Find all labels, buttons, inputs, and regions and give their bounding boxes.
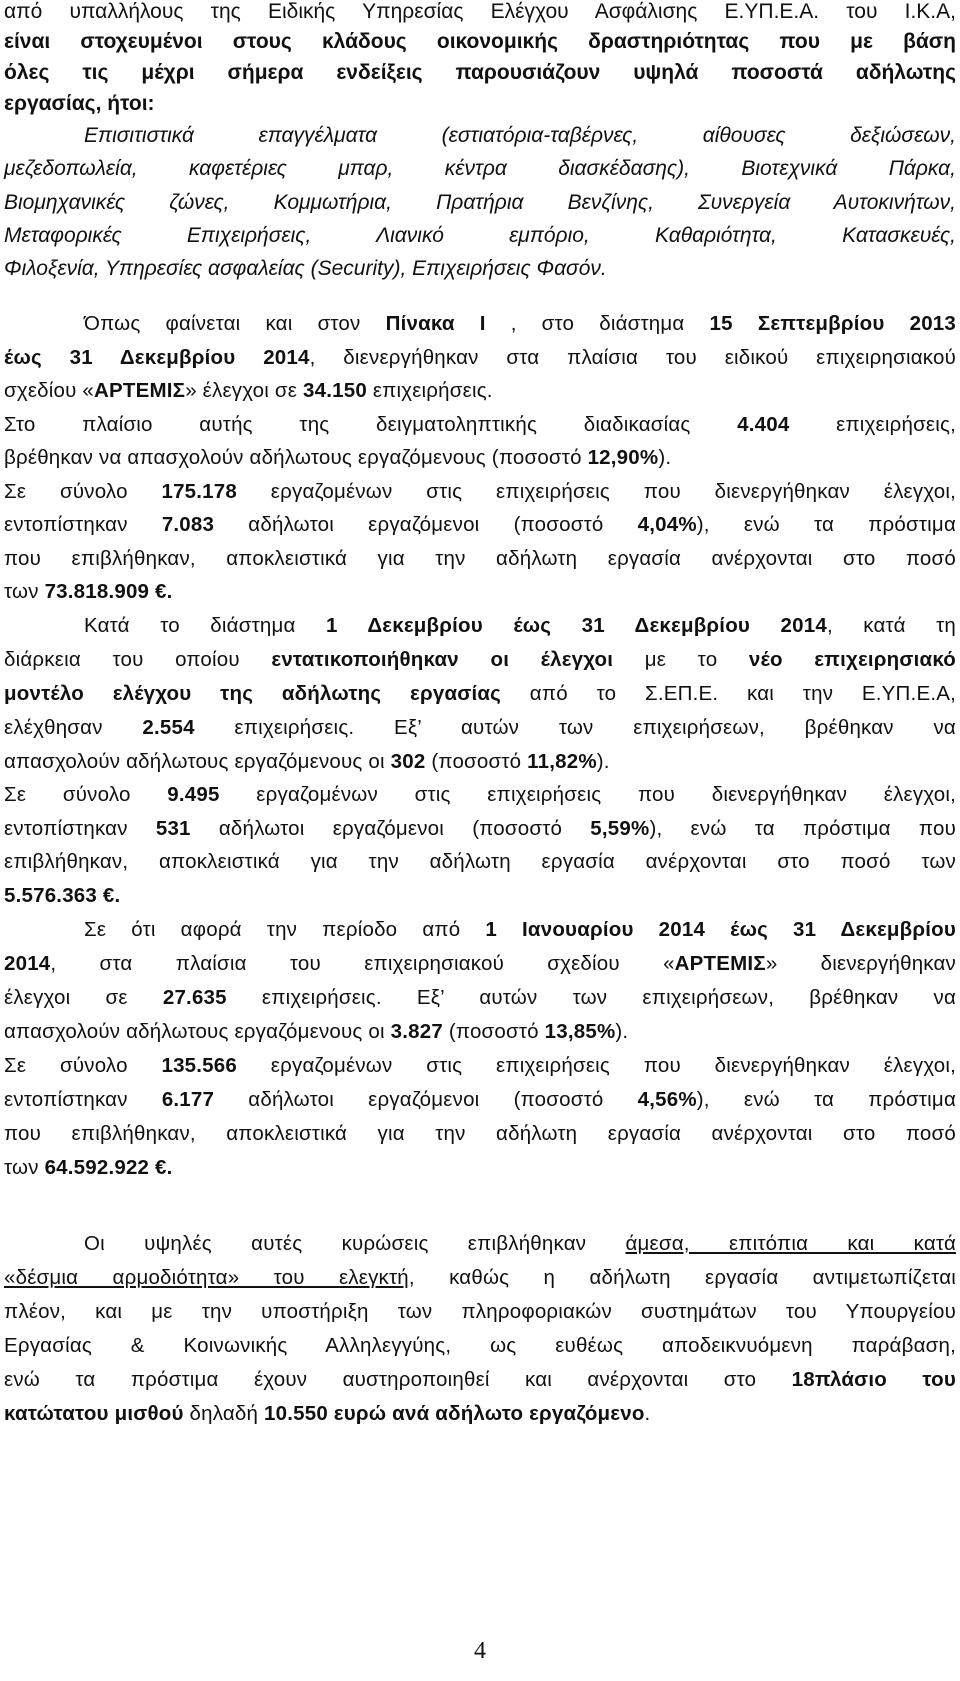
paragraph-line: απασχολούν αδήλωτους εργαζόμενους οι 302 (ποσοστό 11,82%). [4, 750, 610, 773]
paragraph-line: Σε σύνολο 135.566 εργαζομένων στις επιχειρήσεις που διενεργήθηκαν έλεγχοι, [4, 1054, 957, 1077]
paragraph-line: επιβλήθηκαν, αποκλειστικά για την αδήλωτη εργασία ανέρχονται στο ποσό των [4, 850, 956, 873]
page-number: 4 [474, 1638, 486, 1664]
paragraph-line: Κατά το διάστημα 1 Δεκεμβρίου έως 31 Δεκεμβρίου 2014, κατά τη [84, 614, 956, 637]
intro-line: εργασίας, ήτοι: [4, 92, 155, 115]
paragraph-line: έως 31 Δεκεμβρίου 2014, διενεργήθηκαν στα πλαίσια του ειδικού επιχειρησιακού [4, 346, 956, 369]
paragraph-line: έλεγχοι σε 27.635 επιχειρήσεις. Εξ’ αυτών των επιχειρήσεων, βρέθηκαν να [4, 986, 956, 1009]
paragraph-line: που επιβλήθηκαν, αποκλειστικά για την αδήλωτη εργασία ανέρχονται στο ποσό [4, 547, 956, 570]
paragraph-line: ελέχθησαν 2.554 επιχειρήσεις. Εξ’ αυτών των επιχειρήσεων, βρέθηκαν να [4, 716, 956, 739]
paragraph-line: των 64.592.922 €. [4, 1156, 173, 1179]
paragraph-line: εντοπίστηκαν 6.177 αδήλωτοι εργαζόμενοι (ποσοστό 4,56%), ενώ τα πρόστιμα [4, 1088, 956, 1111]
paragraph-line: κατώτατου μισθού δηλαδή 10.550 ευρώ ανά αδήλωτο εργαζόμενο. [4, 1402, 651, 1425]
paragraph-line: εντοπίστηκαν 7.083 αδήλωτοι εργαζόμενοι (ποσοστό 4,04%), ενώ τα πρόστιμα [4, 513, 956, 536]
paragraph-line: Εργασίας & Κοινωνικής Αλληλεγγύης, ως ευθέως αποδεικνυόμενη παράβαση, [4, 1334, 956, 1357]
paragraph-line: ενώ τα πρόστιμα έχουν αυστηροποιηθεί και ανέρχονται στο 18πλάσιο του [4, 1368, 956, 1391]
paragraph-line: σχεδίου «ΑΡΤΕΜΙΣ» έλεγχοι σε 34.150 επιχειρήσεις. [4, 379, 493, 402]
paragraph-line: των 73.818.909 €. [4, 580, 173, 603]
paragraph-line: απασχολούν αδήλωτους εργαζόμενους οι 3.827 (ποσοστό 13,85%). [4, 1020, 629, 1043]
sectors-line: μεζεδοπωλεία, καφετέριες μπαρ, κέντρα διασκέδασης), Βιοτεχνικά Πάρκα, [4, 157, 956, 180]
paragraph-line: Οι υψηλές αυτές κυρώσεις επιβλήθηκαν άμεσα, επιτόπια και κατά [84, 1232, 956, 1255]
paragraph-line: Όπως φαίνεται και στον Πίνακα Ι , στο διάστημα 15 Σεπτεμβρίου 2013 [84, 312, 956, 335]
paragraph-line: Σε ότι αφορά την περίοδο από 1 Ιανουαρίου 2014 έως 31 Δεκεμβρίου [84, 918, 956, 941]
paragraph-line: βρέθηκαν να απασχολούν αδήλωτους εργαζόμενους (ποσοστό 12,90%). [4, 446, 672, 469]
paragraph-line: πλέον, και με την υποστήριξη των πληροφοριακών συστημάτων του Υπουργείου [4, 1300, 956, 1323]
paragraph-line: μοντέλο ελέγχου της αδήλωτης εργασίας από το Σ.ΕΠ.Ε. και την Ε.ΥΠ.Ε.Α, [4, 682, 956, 705]
sectors-line: Μεταφορικές Επιχειρήσεις, Λιανικό εμπόριο, Καθαριότητα, Κατασκευές, [4, 224, 956, 247]
paragraph-line: διάρκεια του οποίου εντατικοποιήθηκαν οι έλεγχοι με το νέο επιχειρησιακό [4, 648, 956, 671]
sectors-line: Φιλοξενία, Υπηρεσίες ασφαλείας (Security), Επιχειρήσεις Φασόν. [4, 257, 607, 280]
intro-line: είναι στοχευμένοι στους κλάδους οικονομικής δραστηριότητας που με βάση [4, 30, 956, 53]
paragraph-line: Σε σύνολο 175.178 εργαζομένων στις επιχειρήσεις που διενεργήθηκαν έλεγχοι, [4, 480, 957, 503]
paragraph-line: 2014, στα πλαίσια του επιχειρησιακού σχεδίου «ΑΡΤΕΜΙΣ» διενεργήθηκαν [4, 952, 956, 975]
sectors-line: Βιομηχανικές ζώνες, Κομμωτήρια, Πρατήρια Βενζίνης, Συνεργεία Αυτοκινήτων, [4, 191, 956, 214]
intro-line: από υπαλλήλους της Ειδικής Υπηρεσίας Ελέγχου Ασφάλισης Ε.ΥΠ.Ε.Α. του Ι.Κ.Α, [4, 0, 956, 23]
paragraph-line: «δέσμια αρμοδιότητα» του ελεγκτή, καθώς η αδήλωτη εργασία αντιμετωπίζεται [4, 1266, 956, 1289]
paragraph-line: εντοπίστηκαν 531 αδήλωτοι εργαζόμενοι (ποσοστό 5,59%), ενώ τα πρόστιμα που [4, 817, 956, 840]
paragraph-line: Στο πλαίσιο αυτής της δειγματοληπτικής διαδικασίας 4.404 επιχειρήσεις, [4, 413, 956, 436]
paragraph-line: που επιβλήθηκαν, αποκλειστικά για την αδήλωτη εργασία ανέρχονται στο ποσό [4, 1122, 956, 1145]
paragraph-line: 5.576.363 €. [4, 884, 121, 907]
sectors-line: Επισιτιστικά επαγγέλματα (εστιατόρια-ταβέρνες, αίθουσες δεξιώσεων, [84, 124, 956, 147]
intro-line: όλες τις μέχρι σήμερα ενδείξεις παρουσιάζουν υψηλά ποσοστά αδήλωτης [4, 61, 956, 84]
paragraph-line: Σε σύνολο 9.495 εργαζομένων στις επιχειρήσεις που διενεργήθηκαν έλεγχοι, [4, 783, 956, 806]
